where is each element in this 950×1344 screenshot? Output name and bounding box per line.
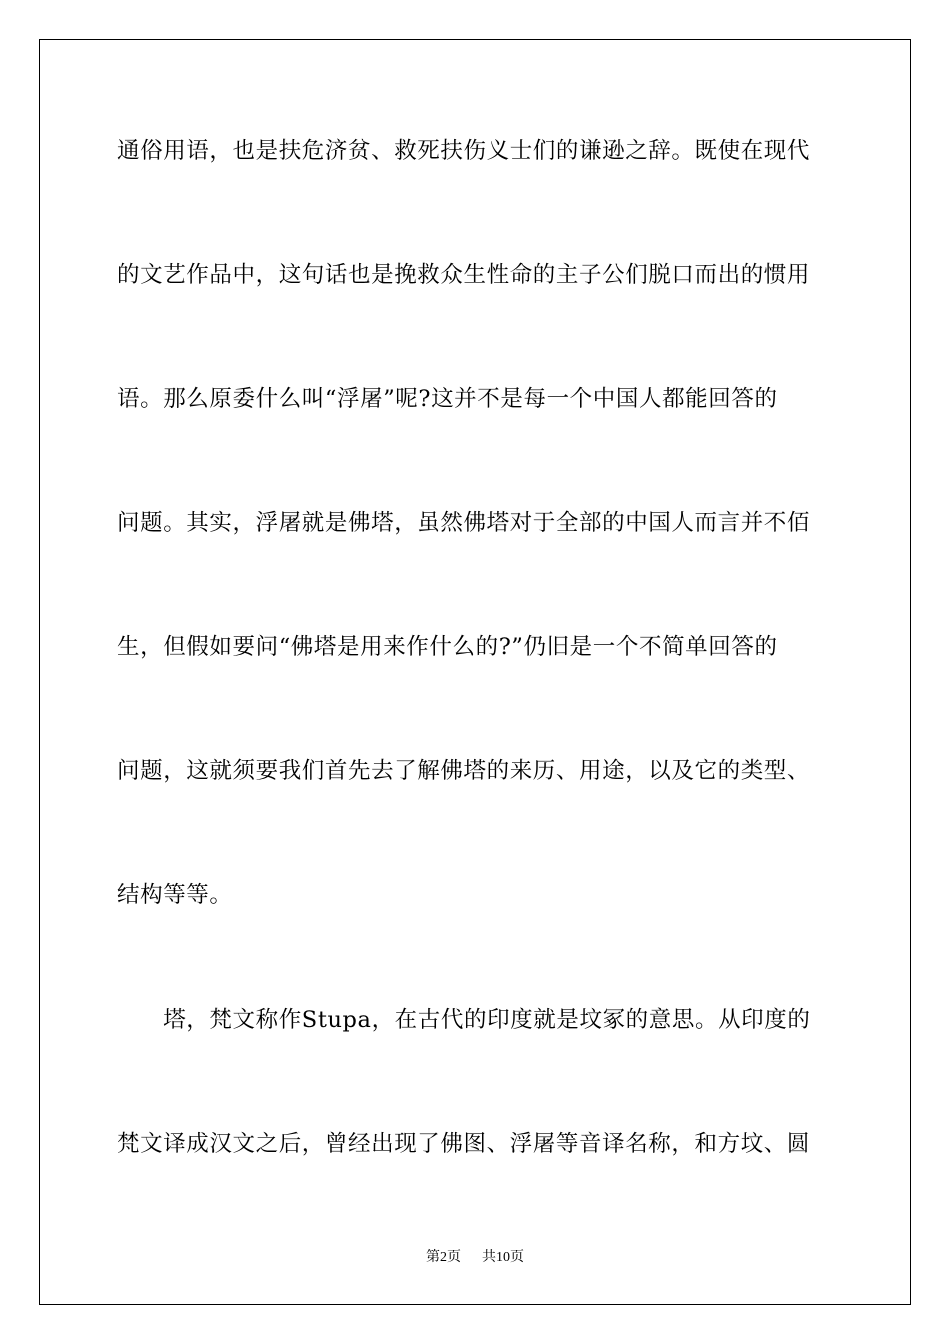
text-line: 塔，梵文称作Stupa，在古代的印度就是坟冢的意思。从印度的 [117,1007,811,1033]
text-line: 梵文译成汉文之后，曾经出现了佛图、浮屠等音译名称，和方坟、圆 [117,1131,811,1157]
text-line: 语。那么原委什么叫“浮屠”呢?这并不是每一个中国人都能回答的 [117,386,778,412]
page-total: 共10页 [482,1250,524,1265]
page-border [39,39,911,1305]
text-line: 问题。其实，浮屠就是佛塔，虽然佛塔对于全部的中国人而言并不佰 [117,510,811,536]
text-line: 结构等等。 [117,882,233,908]
page-footer [0,1246,950,1266]
text-line: 的文艺作品中，这句话也是挽救众生性命的主子公们脱口而出的惯用 [117,262,811,288]
text-line: 问题，这就须要我们首先去了解佛塔的来历、用途，以及它的类型、 [117,758,811,784]
text-line: 生，但假如要问“佛塔是用来作什么的?”仍旧是一个不简单回答的 [117,634,778,660]
page-number: 第2页 [426,1250,461,1265]
text-line: 通俗用语，也是扶危济贫、救死扶伤义士们的谦逊之辞。既使在现代 [117,138,811,164]
